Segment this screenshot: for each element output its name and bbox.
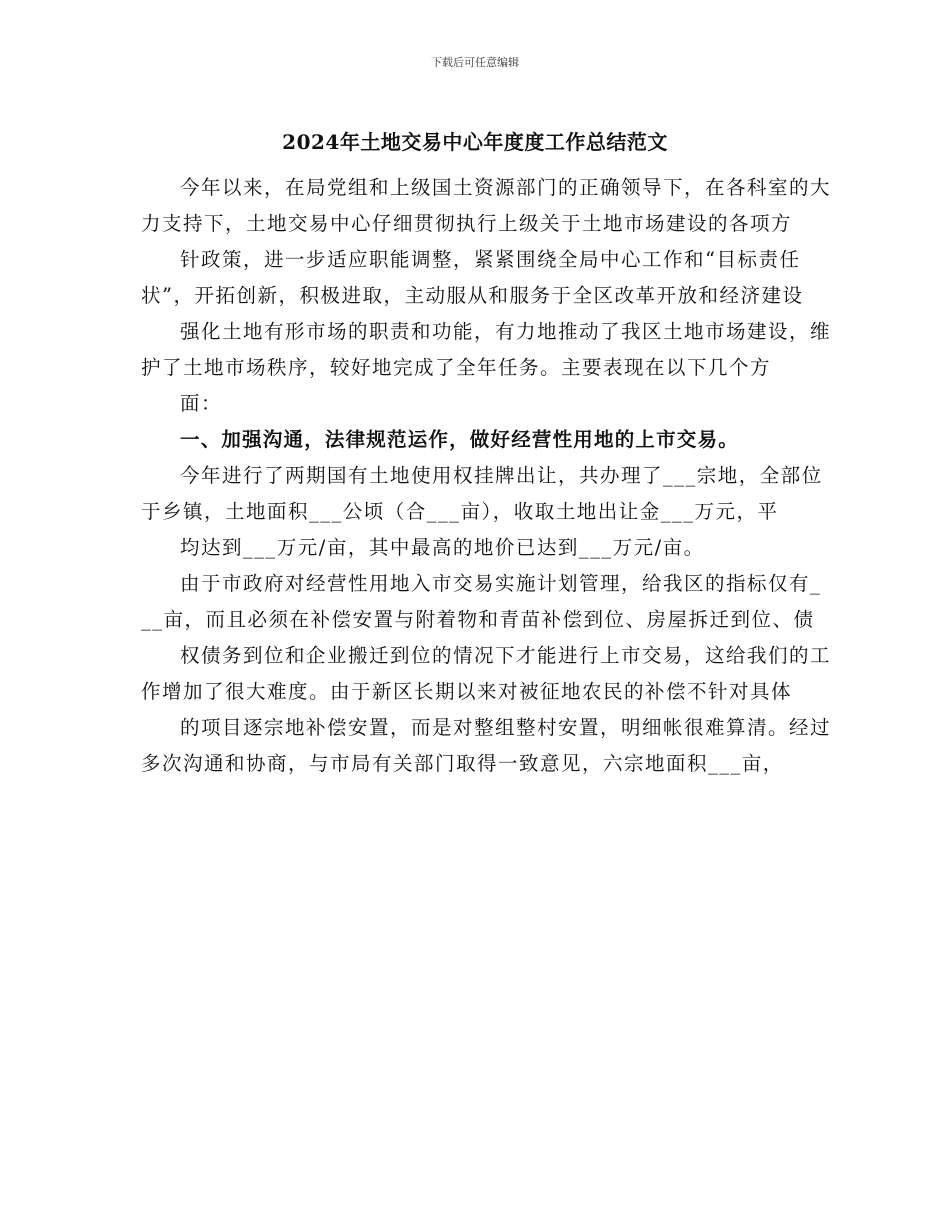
paragraph-9: 的项目逐宗地补偿安置，而是对整组整村安置，明细帐很难算清。经过多次沟通和协商，与市局有关部门取得一致意见，六宗地面积___亩，	[141, 716, 832, 775]
paragraph-6: 均达到___万元/亩，其中最高的地价已达到___万元/亩。	[180, 536, 705, 559]
section-heading-1: 一、加强沟通，法律规范运作，做好经营性用地的上市交易。	[180, 428, 739, 451]
paragraph-5: 今年进行了两期国有土地使用权挂牌出让，共办理了___宗地，全部位于乡镇，土地面积___公顷（合___亩），收取土地出让金___万元，平	[141, 464, 823, 523]
document-title: 2024年土地交易中心年度度工作总结范文	[282, 130, 668, 154]
paragraph-7: 由于市政府对经营性用地入市交易实施计划管理，给我区的指标仅有___亩，而且必须在补偿安置与附着物和青苗补偿到位、房屋拆迁到位、债	[141, 572, 822, 631]
paragraph-2: 针政策，进一步适应职能调整，紧紧围绕全局中心工作和“目标责任状”，开拓创新，积极进取，主动服从和服务于全区改革开放和经济建设	[141, 248, 804, 307]
document-body	[141, 170, 831, 782]
paragraph-4: 面：	[180, 392, 223, 415]
header-note: 下载后可任意编辑	[431, 56, 519, 69]
paragraph-8: 权债务到位和企业搬迁到位的情况下才能进行上市交易，这给我们的工作增加了很大难度。由于新区长期以来对被征地农民的补偿不针对具体	[141, 644, 832, 703]
paragraph-3: 强化土地有形市场的职责和功能，有力地推动了我区土地市场建设，维护了土地市场秩序，较好地完成了全年任务。主要表现在以下几个方	[141, 320, 832, 379]
paragraph-1: 今年以来，在局党组和上级国土资源部门的正确领导下，在各科室的大力支持下，土地交易中心仔细贯彻执行上级关于土地市场建设的各项方	[141, 176, 832, 235]
